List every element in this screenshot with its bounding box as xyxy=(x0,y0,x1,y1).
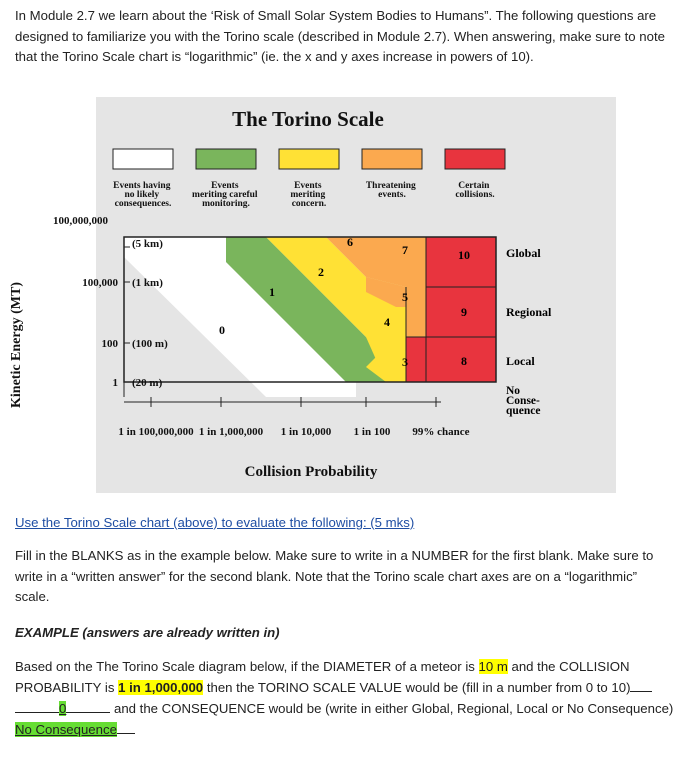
torino-scale-svg xyxy=(9,97,616,493)
consequence-regional: Regional xyxy=(506,305,552,319)
region-number-2: 2 xyxy=(318,265,324,279)
region-number-5: 5 xyxy=(402,290,408,304)
region-number-3: 3 xyxy=(402,355,408,369)
x-tick-1in10000: 1 in 10,000 xyxy=(280,426,332,438)
example-body xyxy=(15,656,675,740)
region-number-9: 9 xyxy=(461,305,467,319)
y-tick-size-5km: (5 km) xyxy=(132,238,163,250)
example-heading: EXAMPLE (answers are already written in) xyxy=(15,625,280,640)
example-text-1: Based on the The Torino Scale diagram below, if the DIAMETER of a meteor is xyxy=(15,659,479,674)
region-number-8: 8 xyxy=(461,354,467,368)
x-tick-1in1000000: 1 in 1,000,000 xyxy=(198,426,264,438)
example-text-4: and the CONSEQUENCE would be (write in either Global, Regional, Local or No Consequence) xyxy=(110,701,674,716)
torino-scale-figure xyxy=(9,97,616,493)
x-tick-1in100: 1 in 100 xyxy=(353,426,391,438)
consequence-none: No Conse- quence xyxy=(506,385,541,417)
figure-title: The Torino Scale xyxy=(232,107,384,131)
example-text-2: and the COLLISION PROBABILITY is xyxy=(15,659,630,695)
y-tick-energy-100000000: 100,000,000 xyxy=(53,215,108,227)
y-tick-size-20m: (20 m) xyxy=(132,377,163,389)
legend-label-monitoring: Events meriting careful monitoring. xyxy=(192,181,258,209)
legend-label-certain: Certain collisions. xyxy=(455,181,495,200)
x-axis-title: Collision Probability xyxy=(244,464,378,480)
blank-line-2 xyxy=(15,698,59,713)
consequence-local: Local xyxy=(506,354,535,368)
example-diameter: 10 m xyxy=(478,659,508,674)
legend-label-no-consequence: Events having no likely consequences. xyxy=(113,181,172,209)
region-number-1: 1 xyxy=(269,285,275,299)
instruction-link-text: Use the Torino Scale chart (above) to evaluate the following: (5 mks) xyxy=(15,515,415,530)
legend-swatch-orange xyxy=(362,149,422,169)
y-tick-energy-100: 100 xyxy=(101,338,118,350)
blank-line-4 xyxy=(117,719,135,734)
intro-paragraph: In Module 2.7 we learn about the ‘Risk of Small Solar System Bodies to Humans”. The following questions are designed to familiarize you with the Torino scale (described in Module 2.7). When answering, make sure to note that the Torino Scale chart is “logarithmic” (ie. the x and y axes increase in powers of 10). xyxy=(15,8,665,64)
y-axis-title: Kinetic Energy (MT) xyxy=(9,282,24,408)
legend-swatch-green xyxy=(196,149,256,169)
region-number-6: 6 xyxy=(347,235,353,249)
legend-label-threatening: Threatening events. xyxy=(365,181,416,200)
example-probability: 1 in 1,000,000 xyxy=(118,680,204,695)
blank-line-3 xyxy=(66,698,110,713)
example-consequence: No Consequence xyxy=(15,722,117,737)
y-tick-size-100m: (100 m) xyxy=(132,338,168,350)
y-tick-energy-1: 1 xyxy=(112,377,118,389)
region-number-10: 10 xyxy=(458,248,470,262)
y-tick-size-1km: (1 km) xyxy=(132,277,163,289)
consequence-global: Global xyxy=(506,246,541,260)
region-number-4: 4 xyxy=(384,315,390,329)
legend-swatch-white xyxy=(113,149,173,169)
legend-label-concern: Events meriting concern. xyxy=(290,181,327,209)
legend-swatch-yellow xyxy=(279,149,339,169)
x-tick-99pct: 99% chance xyxy=(412,426,470,438)
example-torino-value: 0 xyxy=(59,701,67,716)
y-tick-energy-100000: 100,000 xyxy=(82,277,118,289)
region-number-7: 7 xyxy=(402,243,408,257)
blanks-instructions: Fill in the BLANKS as in the example below. Make sure to write in a NUMBER for the first blank. Make sure to write in a “written answer” for the second blank. Note that the Torino scale chart axes are on a “logarithmic” scale. xyxy=(15,548,654,604)
blank-line-1 xyxy=(630,677,652,692)
x-tick-1in100000000: 1 in 100,000,000 xyxy=(118,426,194,438)
region-number-0: 0 xyxy=(219,323,225,337)
legend-swatch-red xyxy=(445,149,505,169)
example-text-3: then the TORINO SCALE VALUE would be (fill in a number from 0 to 10) xyxy=(203,680,631,695)
